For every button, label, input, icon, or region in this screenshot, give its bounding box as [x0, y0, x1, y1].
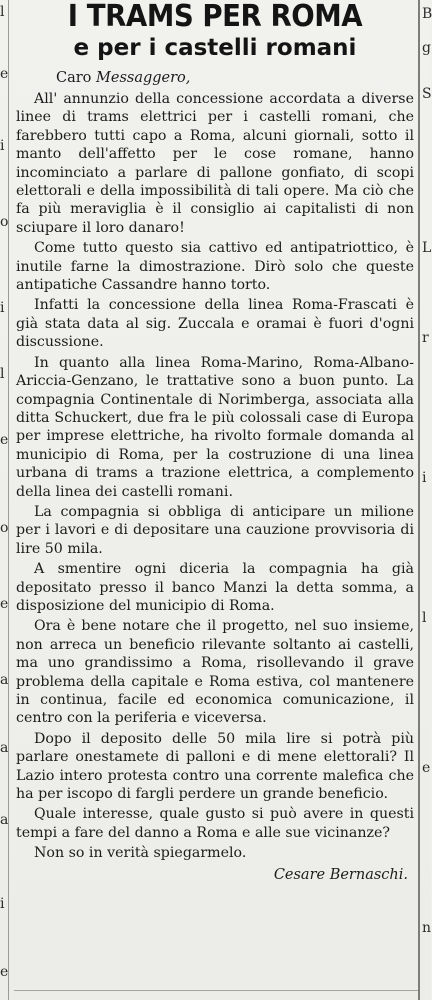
right-fragment: l	[422, 610, 427, 626]
left-fragment: e	[0, 596, 9, 612]
right-fragment: L	[422, 240, 432, 256]
right-fragment: g	[422, 40, 431, 56]
left-fragment: o	[0, 214, 9, 230]
left-fragment: a	[0, 812, 9, 828]
right-fragment: S	[422, 86, 432, 102]
salutation-name: Messaggero,	[96, 70, 191, 86]
right-fragment: e	[422, 760, 431, 776]
left-fragment: o	[0, 520, 9, 536]
left-fragment: a	[0, 740, 9, 756]
left-fragment: e	[0, 964, 9, 980]
signature: Cesare Bernaschi.	[273, 866, 408, 883]
left-fragment: i	[0, 300, 5, 316]
left-fragment: e	[0, 66, 9, 82]
article-title: I TRAMS PER ROMA	[67, 0, 363, 34]
article-subtitle: e per i castelli romani	[73, 35, 357, 61]
paragraph: Dopo il deposito delle 50 mila lire si potrà più parlare onestamete di palloni e di mene elettorali? Il Lazio intero protesta contro una corrente malefica che ha per iscopo di fargli perdere un grande beneficio.	[16, 730, 414, 803]
article-column	[16, 0, 414, 885]
right-fragment: r	[422, 330, 429, 346]
paragraph: Come tutto questo sia cattivo ed antipatriottico, è inutile farne la dimostrazione. Dirò solo che queste antipatiche Cassandre hanno torto.	[16, 240, 414, 294]
paragraph: La compagnia si obbliga di anticipare un milione per i lavori e di depositare una cauzione provvisoria di lire 50 mila.	[16, 503, 414, 557]
paragraph: Ora è bene notare che il progetto, nel suo insieme, non arreca un beneficio rilevante soltanto ai castelli, ma uno grandissimo a Roma, risollevando il grave problema della capitale e Roma estiva, col mantenere in continua, facile ed economica comunicazione, il centro con la periferia e viceversa.	[16, 618, 414, 727]
article-body	[16, 90, 414, 863]
closing-line: Non so in verità spiegarmelo.	[34, 845, 247, 862]
paragraph: In quanto alla linea Roma-Marino, Roma-Albano-Ariccia-Genzano, le trattative sono a buon punto. La compagnia Continentale di Norimberga, associata alla ditta Schuckert, due fra le più colossali case di Europa per imprese elettriche, ha rivolto formale domanda al municipio di Roma, per la costruzione di una linea urbana di trams a trazione elettrica, a complemento della linea dei castelli romani.	[16, 354, 414, 500]
left-fragment: a	[0, 672, 9, 688]
salutation	[56, 68, 414, 88]
paragraph: All' annunzio della concessione accordata a diverse linee di trams elettrici per i castelli romani, che farebbero tutti capo a Roma, alcuni giornali, sotto il manto dell'affetto per le cose romane, hanno incominciato a parlare di pallone gonfiato, di scopi elettorali e della impossibilità di tali opere. Ma ciò che fa più meraviglia è il consiglio ai capitalisti di non sciupare il loro danaro!	[16, 91, 414, 236]
left-fragment: l	[0, 366, 5, 382]
right-fragment: n	[422, 920, 432, 936]
left-fragment: i	[0, 138, 5, 154]
column-rule-left	[8, 0, 9, 1000]
salutation-prefix: Caro	[56, 70, 97, 86]
right-fragment: i	[422, 470, 427, 486]
paragraph: A smentire ogni diceria la compagnia ha già depositato presso il banco Manzi la detta somma, a disposizione del municipio di Roma.	[16, 561, 414, 614]
left-fragment: i	[0, 896, 5, 912]
bottom-rule	[14, 990, 418, 991]
paragraph: Infatti la concessione della linea Roma-Frascati è già stata data al sig. Zuccala e oramai è fuori d'ogni discussione.	[16, 297, 414, 351]
paragraph: Quale interesse, quale gusto si può avere in questi tempi a fare del danno a Roma e alle sue vicinanze?	[16, 806, 414, 841]
left-fragment: l	[0, 4, 5, 20]
left-fragment: e	[0, 432, 9, 448]
column-rule-right	[418, 0, 420, 1000]
right-fragment: B	[422, 6, 432, 22]
